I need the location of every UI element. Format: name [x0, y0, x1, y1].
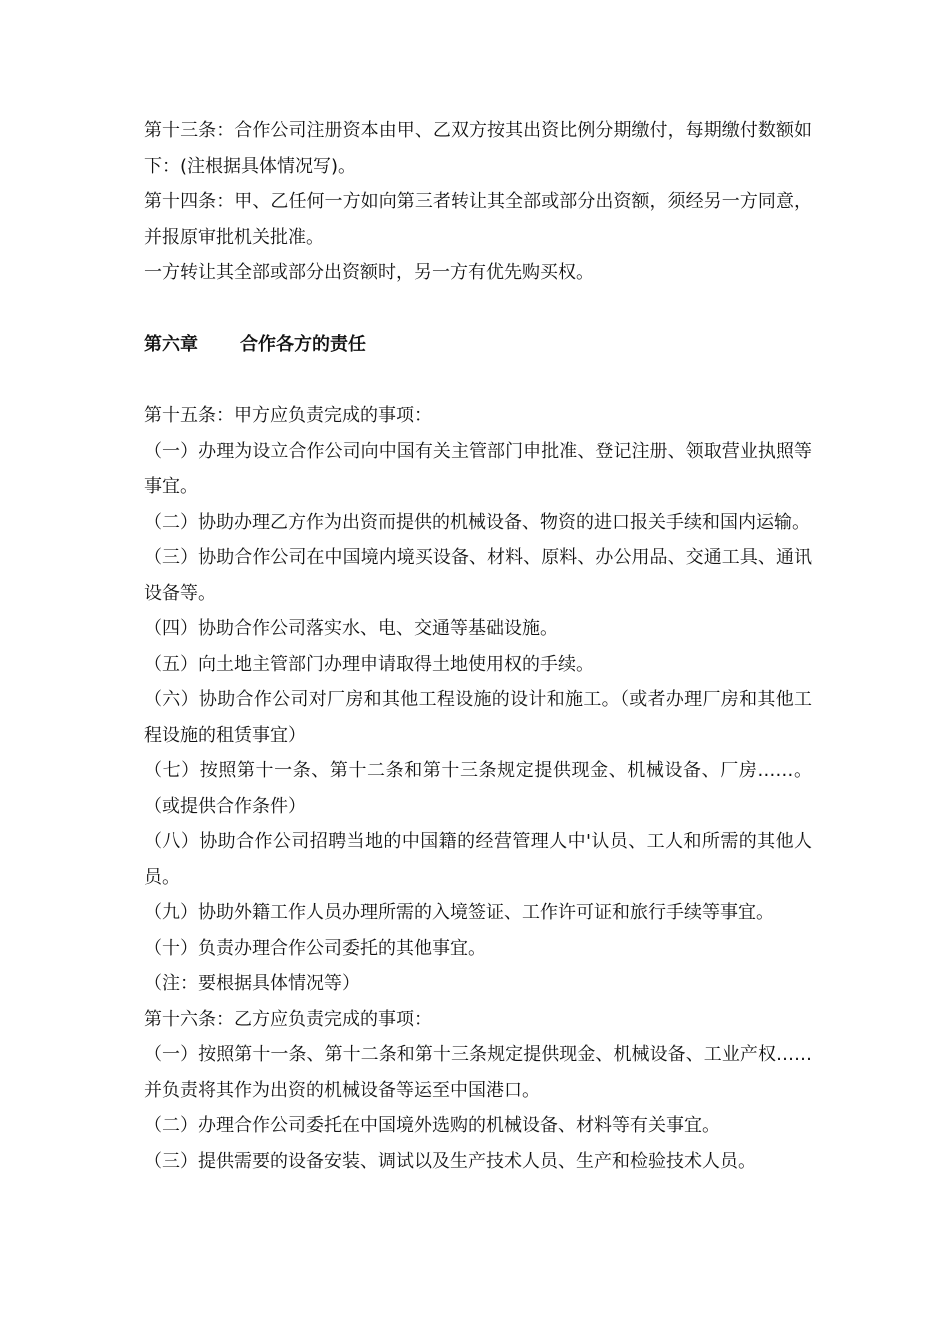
preemption-right-paragraph: 一方转让其全部或部分出资额时，另一方有优先购买权。	[144, 262, 594, 283]
document-body	[144, 113, 812, 1179]
party-a-item-4: （四）协助合作公司落实水、电、交通等基础设施。	[144, 618, 558, 639]
article-16-paragraph: 第十六条：乙方应负责完成的事项：	[144, 1008, 432, 1030]
party-a-item-10: （十）负责办理合作公司委托的其他事宜。	[144, 937, 486, 959]
party-a-item-6: （六）协助合作公司对厂房和其他工程设施的设计和施工。（或者办理厂房和其他工程设施的租赁事宜）	[144, 689, 812, 746]
party-a-item-3: （三）协助合作公司在中国境内境买设备、材料、原料、办公用品、交通工具、通讯设备等。	[144, 547, 812, 604]
article-13-paragraph: 第十三条：合作公司注册资本由甲、乙双方按其出资比例分期缴付，每期缴付数额如下：(注根据具体情况写)。	[144, 120, 812, 177]
party-a-item-9: （九）协助外籍工作人员办理所需的入境签证、工作许可证和旅行手续等事宜。	[144, 902, 774, 923]
party-a-note: （注：要根据具体情况等）	[144, 973, 360, 994]
spacer	[144, 291, 812, 327]
chapter-heading	[144, 327, 812, 363]
article-14-paragraph: 第十四条：甲、乙任何一方如向第三者转让其全部或部分出资额，须经另一方同意，并报原审批机关批准。	[144, 191, 812, 248]
party-a-item-7: （七）按照第十一条、第十二条和第十三条规定提供现金、机械设备、厂房……。（或提供合作条件）	[144, 760, 812, 817]
chapter-number: 第六章	[144, 333, 198, 355]
party-a-item-5: （五）向土地主管部门办理申请取得土地使用权的手续。	[144, 653, 594, 675]
article-15-paragraph: 第十五条：甲方应负责完成的事项：	[144, 405, 432, 426]
party-b-item-1: （一）按照第十一条、第十二条和第十三条规定提供现金、机械设备、工业产权……并负责将其作为出资的机械设备等运至中国港口。	[144, 1044, 812, 1101]
spacer	[144, 362, 812, 398]
party-a-item-1: （一）办理为设立合作公司向中国有关主管部门申批准、登记注册、领取营业执照等事宜。	[144, 440, 812, 497]
party-b-item-3: （三）提供需要的设备安装、调试以及生产技术人员、生产和检验技术人员。	[144, 1150, 756, 1172]
party-a-item-2: （二）协助办理乙方作为出资而提供的机械设备、物资的进口报关手续和国内运输。	[144, 511, 810, 533]
chapter-title: 合作各方的责任	[240, 333, 366, 355]
party-a-item-8: （八）协助合作公司招聘当地的中国籍的经营管理人中'认员、工人和所需的其他人员。	[144, 831, 812, 888]
party-b-item-2: （二）办理合作公司委托在中国境外选购的机械设备、材料等有关事宜。	[144, 1115, 720, 1136]
